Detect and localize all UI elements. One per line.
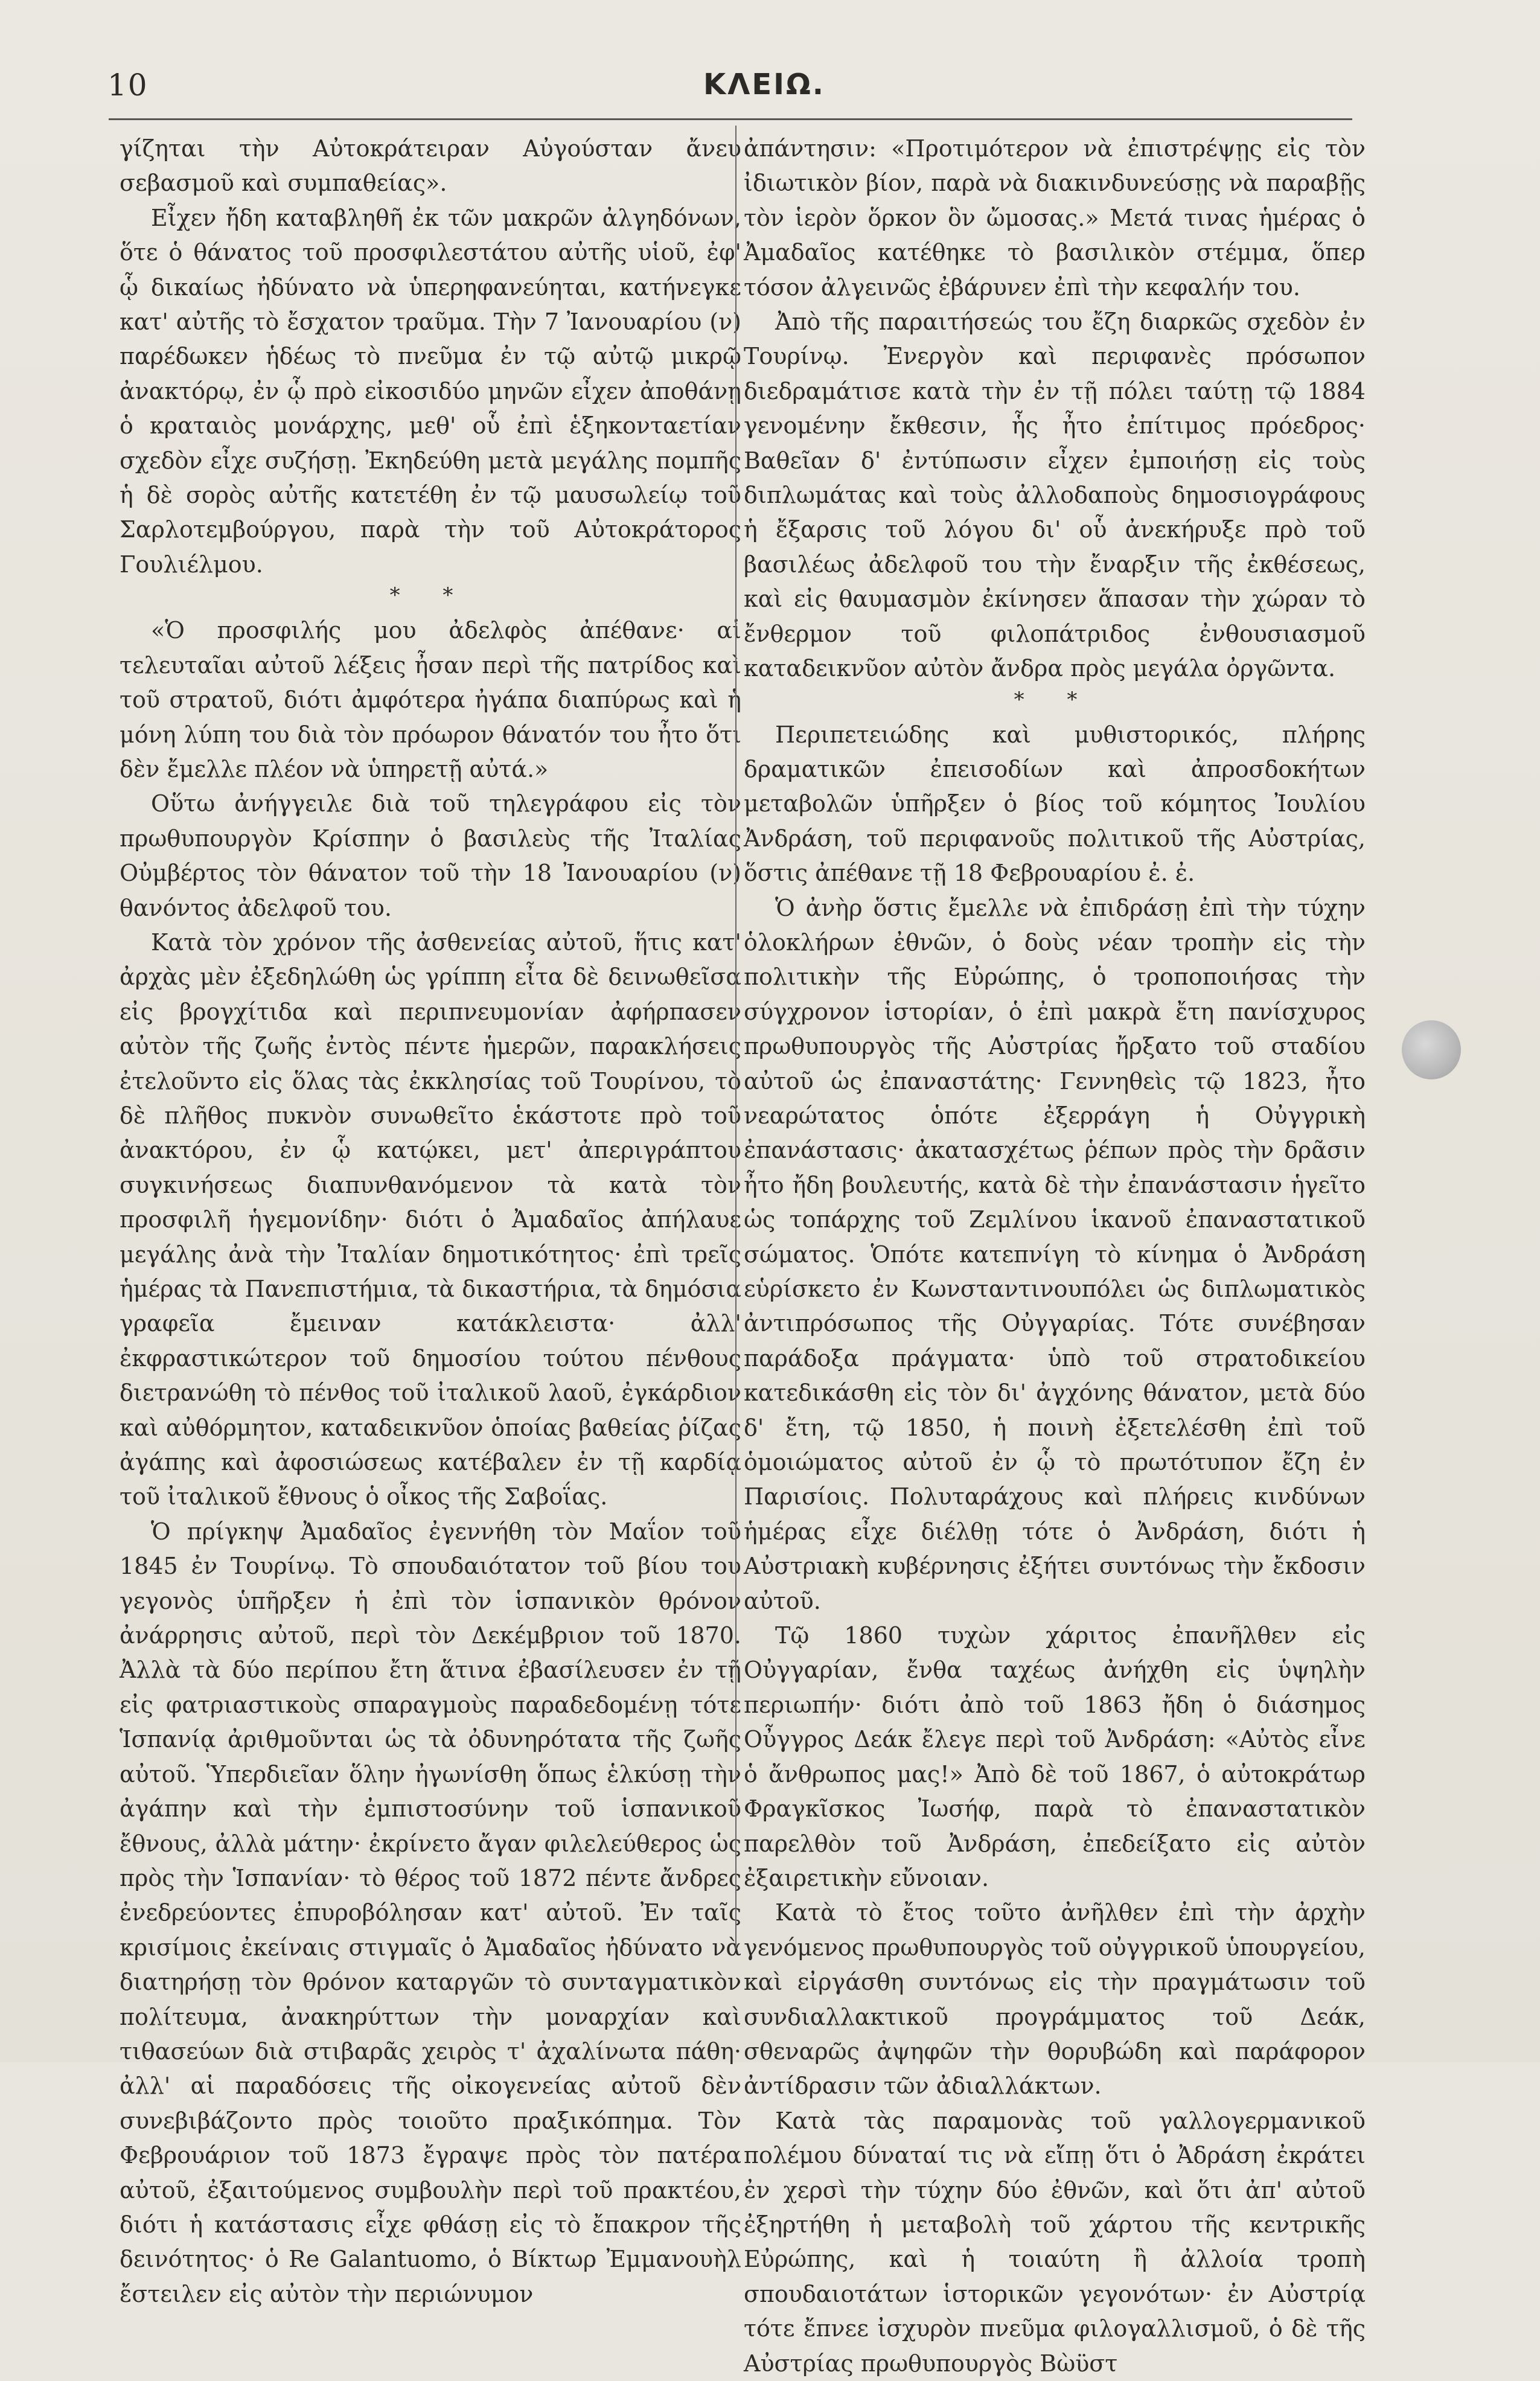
page-number: 10 bbox=[107, 68, 149, 103]
paragraph: Κατὰ τὸ ἔτος τοῦτο ἀνῆλθεν ἐπὶ τὴν ἀρχὴν γενόμενος πρωθυπουργὸς τοῦ οὐγγρικοῦ ὑπουργείου, καὶ εἰργάσθη συντόνως εἰς τὴν πραγμάτωσιν τοῦ συνδιαλλακτικοῦ προγράμματος τοῦ Δεάκ, σθεναρῶς ἀψηφῶν τὴν θορυβώδη καὶ παράφορον ἀντίδρασιν τῶν ἀδιαλλάκτων. bbox=[744, 1899, 1366, 2100]
paragraph: Περιπετειώδης καὶ μυθιστορικός, πλήρης δραματικῶν ἐπεισοδίων καὶ ἀπροσδοκήτων μεταβολῶν ὑπῆρξεν ὁ βίος τοῦ κόμητος Ἰουλίου Ἀνδράση, τοῦ περιφανοῦς πολιτικοῦ τῆς Αὐστρίας, ὅστις ἀπέθανε τῇ 18 Φεβρουαρίου ἐ. ἐ. bbox=[744, 721, 1366, 887]
paragraph: Οὕτω ἀνήγγειλε διὰ τοῦ τηλεγράφου εἰς τὸν πρωθυπουργὸν Κρίσπην ὁ βασιλεὺς τῆς Ἰταλίας Οὐμβέρτος τὸν θάνατον τοῦ τὴν 18 Ἰανουαρίου (ν) θανόντος ἀδελφοῦ του. bbox=[120, 790, 741, 921]
column-divider bbox=[735, 126, 736, 1949]
section-separator: * * bbox=[389, 583, 471, 608]
paragraph: Ὁ πρίγκηψ Ἀμαδαῖος ἐγεννήθη τὸν Μαΐον τοῦ 1845 ἐν Τουρίνῳ. Τὸ σπουδαιότατον τοῦ βίου του γεγονὸς ὑπῆρξεν ἡ ἐπὶ τὸν ἱσπανικὸν θρόνον ἀνάρρησις αὐτοῦ, περὶ τὸν Δεκέμβριον τοῦ 1870. Ἀλλὰ τὰ δύο περίπου ἔτη ἅτινα ἐβασίλευσεν ἐν τῇ εἰς φατριαστικοὺς σπαραγμοὺς παραδεδομένῃ τότε Ἱσπανίᾳ ἀριθμοῦνται ὡς τὰ ὀδυνηρότατα τῆς ζωῆς αὐτοῦ. Ὑπερδιεῖαν ὅλην ἠγωνίσθη ὅπως ἑλκύσῃ τὴν ἀγάπην καὶ τὴν ἐμπιστοσύνην τοῦ ἱσπανικοῦ ἔθνους, ἀλλὰ μάτην· ἐκρίνετο ἄγαν φιλελεύθερος ὡς πρὸς τὴν Ἱσπανίαν· τὸ θέρος τοῦ 1872 πέντε ἄνδρες ἐνεδρεύοντες ἐπυροβόλησαν κατ' αὐτοῦ. Ἐν ταῖς κρισίμοις ἐκείναις στιγμαῖς ὁ Ἀμαδαῖος ἠδύνατο νὰ διατηρήσῃ τὸν θρόνον καταργῶν τὸ συνταγματικὸν πολίτευμα, ἀνακηρύττων τὴν μοναρχίαν καὶ τιθασεύων διὰ στιβαρᾶς χειρὸς τ' ἀχαλίνωτα πάθη· ἀλλ' αἱ παραδόσεις τῆς οἰκογενείας αὐτοῦ δὲν συνεβιβάζοντο πρὸς τοιοῦτο πραξικόπημα. Τὸν Φεβρουάριον τοῦ 1873 ἔγραψε πρὸς τὸν πατέρα αὐτοῦ, ἐξαιτούμενος συμβουλὴν περὶ τοῦ πρακτέου, διότι ἡ κατάστασις εἶχε φθάσῃ εἰς τὸ ἔπακρον τῆς δεινότητος· ὁ Re Galantuomo, ὁ Βίκτωρ Ἐμμανουὴλ ἔστειλεν εἰς αὐτὸν τὴν περιώνυμον bbox=[120, 1518, 741, 2307]
left-column bbox=[120, 132, 741, 2307]
paragraph: Ὁ ἀνὴρ ὅστις ἔμελλε νὰ ἐπιδράσῃ ἐπὶ τὴν τύχην ὁλοκλήρων ἐθνῶν, ὁ δοὺς νέαν τροπὴν εἰς τὴν πολιτικὴν τῆς Εὐρώπης, ὁ τροποποιήσας τὴν σύγχρονον ἱστορίαν, ὁ ἐπὶ μακρὰ ἔτη πανίσχυρος πρωθυπουργὸς τῆς Αὐστρίας ἤρξατο τοῦ σταδίου αὐτοῦ ὡς ἐπαναστάτης· Γεννηθεὶς τῷ 1823, ἦτο νεαρώτατος ὁπότε ἐξερράγη ἡ Οὐγγρικὴ ἐπανάστασις· ἀκατασχέτως ῥέπων πρὸς τὴν δρᾶσιν ἦτο ἤδη βουλευτής, κατὰ δὲ τὴν ἐπανάστασιν ἡγεῖτο ὡς τοπάρχης τοῦ Ζεμλίνου ἱκανοῦ ἐπαναστατικοῦ σώματος. Ὁπότε κατεπνίγη τὸ κίνημα ὁ Ἀνδράση εὑρίσκετο ἐν Κωνσταντινουπόλει ὡς διπλωματικὸς ἀντιπρόσωπος τῆς Οὐγγαρίας. Τότε συνέβησαν παράδοξα πράγματα· ὑπὸ τοῦ στρατοδικείου κατεδικάσθη εἰς τὸν δι' ἀγχόνης θάνατον, μετὰ δύο δ' ἔτη, τῷ 1850, ἡ ποινὴ ἐξετελέσθη ἐπὶ τοῦ ὁμοιώματος αὐτοῦ ἐν ᾧ τὸ πρωτότυπον ἔζη ἐν Παρισίοις. Πολυταράχους καὶ πλήρεις κινδύνων ἡμέρας εἶχε διέλθῃ τότε ὁ Ἀνδράση, διότι ἡ Αὐστριακὴ κυβέρνησις ἐξήτει συντόνως τὴν ἔκδοσιν αὐτοῦ. bbox=[744, 894, 1366, 1614]
punch-hole bbox=[1402, 1020, 1461, 1079]
paragraph: Κατὰ τὸν χρόνον τῆς ἀσθενείας αὐτοῦ, ἥτις κατ' ἀρχὰς μὲν ἐξεδηλώθη ὡς γρίππη εἶτα δὲ δεινωθεῖσα εἰς βρογχίτιδα καὶ περιπνευμονίαν ἀφήρπασεν αὐτὸν τῆς ζωῆς ἐντὸς πέντε ἡμερῶν, παρακλήσεις ἐτελοῦντο εἰς ὅλας τὰς ἐκκλησίας τοῦ Τουρίνου, τὸ δὲ πλῆθος πυκνὸν συνωθεῖτο ἑκάστοτε πρὸ τοῦ ἀνακτόρου, ἐν ᾧ κατῴκει, μετ' ἀπεριγράπτου συγκινήσεως διαπυνθανόμενον τὰ κατὰ τὸν προσφιλῆ ἡγεμονίδην· διότι ὁ Ἀμαδαῖος ἀπήλαυε μεγάλης ἀνὰ τὴν Ἰταλίαν δημοτικότητος· ἐπὶ τρεῖς ἡμέρας τὰ Πανεπιστήμια, τὰ δικαστήρια, τὰ δημόσια γραφεῖα ἔμειναν κατάκλειστα· ἀλλ' ἐκφραστικώτερον τοῦ δημοσίου τούτου πένθους διετρανώθη τὸ πένθος τοῦ ἰταλικοῦ λαοῦ, ἐγκάρδιον καὶ αὐθόρμητον, καταδεικνῦον ὁποίας βαθείας ῥίζας ἀγάπης καὶ ἀφοσιώσεως κατέβαλεν ἐν τῇ καρδίᾳ τοῦ ἰταλικοῦ ἔθνους ὁ οἶκος τῆς Σαβοΐας. bbox=[120, 928, 741, 1510]
section-separator: * * bbox=[1014, 687, 1096, 712]
paragraph: Ἀπὸ τῆς παραιτήσεώς του ἔζη διαρκῶς σχεδὸν ἐν Τουρίνῳ. Ἐνεργὸν καὶ περιφανὲς πρόσωπον διεδραμάτισε κατὰ τὴν ἐν τῇ πόλει ταύτῃ τῷ 1884 γενομένην ἔκθεσιν, ἧς ἦτο ἐπίτιμος πρόεδρος· Βαθεῖαν δ' ἐντύπωσιν εἶχεν ἐμποιήσῃ εἰς τοὺς διπλωμάτας καὶ τοὺς ἀλλοδαποὺς δημοσιογράφους ἡ ἔξαρσις τοῦ λόγου δι' οὗ ἀνεκήρυξε πρὸ τοῦ βασιλέως ἀδελφοῦ του τὴν ἔναρξιν τῆς ἐκθέσεως, καὶ εἰς θαυμασμὸν ἐκίνησεν ἅπασαν τὴν χώραν τὸ ἔνθερμον τοῦ φιλοπάτριδος ἐνθουσιασμοῦ καταδεικνῦον αὐτὸν ἄνδρα πρὸς μεγάλα ὀργῶντα. bbox=[744, 308, 1366, 682]
paragraph: Τῷ 1860 τυχὼν χάριτος ἐπανῆλθεν εἰς Οὐγγαρίαν, ἔνθα ταχέως ἀνήχθη εἰς ὑψηλὴν περιωπήν· διότι ἀπὸ τοῦ 1863 ἤδη ὁ διάσημος Οὖγγρος Δεάκ ἔλεγε περὶ τοῦ Ἀνδράση: «Αὐτὸς εἶνε ὁ ἄνθρωπος μας!» Ἀπὸ δὲ τοῦ 1867, ὁ αὐτοκράτωρ Φραγκῖσκος Ἰωσήφ, παρὰ τὸ ἐπαναστατικὸν παρελθὸν τοῦ Ἀνδράση, ἐπεδείξατο εἰς αὐτὸν ἐξαιρετικὴν εὔνοιαν. bbox=[744, 1622, 1366, 1891]
paragraph: «Ὁ προσφιλής μου ἀδελφὸς ἀπέθανε· αἱ τελευταῖαι αὐτοῦ λέξεις ἦσαν περὶ τῆς πατρίδος καὶ τοῦ στρατοῦ, διότι ἀμφότερα ἠγάπα διαπύρως καὶ ἡ μόνη λύπη του διὰ τὸν πρόωρον θάνατόν του ἦτο ὅτι δὲν ἔμελλε πλέον νὰ ὑπηρετῇ αὐτά.» bbox=[120, 617, 741, 782]
paragraph: Εἶχεν ἤδη καταβληθῆ ἐκ τῶν μακρῶν ἀλγηδόνων, ὅτε ὁ θάνατος τοῦ προσφιλεστάτου αὐτῆς υἱοῦ, ἐφ' ᾧ δικαίως ἠδύνατο νὰ ὑπερηφανεύηται, κατήνεγκε κατ' αὐτῆς τὸ ἔσχατον τραῦμα. Τὴν 7 Ἰανουαρίου (ν) παρέδωκεν ἡδέως τὸ πνεῦμα ἐν τῷ αὐτῷ μικρῷ ἀνακτόρῳ, ἐν ᾧ πρὸ εἰκοσιδύο μηνῶν εἶχεν ἀποθάνῃ ὁ κραταιὸς μονάρχης, μεθ' οὗ ἐπὶ ἑξηκονταετίαν σχεδὸν εἶχε συζήσῃ. Ἐκηδεύθη μετὰ μεγάλης πομπῆς ἡ δὲ σορὸς αὐτῆς κατετέθη ἐν τῷ μαυσωλείῳ τοῦ Σαρλοτεμβούργου, παρὰ τὴν τοῦ Αὐτοκράτορος Γουλιέλμου. bbox=[120, 204, 741, 578]
right-column bbox=[744, 132, 1366, 2377]
header-rule bbox=[109, 118, 1352, 120]
paragraph: γίζηται τὴν Αὐτοκράτειραν Αὐγούσταν ἄνευ σεβασμοῦ καὶ συμπαθείας». bbox=[120, 135, 741, 197]
running-title: ΚΛΕΙΩ. bbox=[703, 68, 826, 101]
paragraph: Κατὰ τὰς παραμονὰς τοῦ γαλλογερμανικοῦ πολέμου δύναταί τις νὰ εἴπῃ ὅτι ὁ Ἀδράση ἐκράτει ἐν χερσὶ τὴν τύχην δύο ἐθνῶν, καὶ ὅτι ἀπ' αὐτοῦ ἐξηρτήθη ἡ μεταβολὴ τοῦ χάρτου τῆς κεντρικῆς Εὐρώπης, καὶ ἡ τοιαύτη ἢ ἀλλοία τροπὴ σπουδαιοτάτων ἱστορικῶν γεγονότων· ἐν Αὐστρίᾳ τότε ἔπνεε ἰσχυρὸν πνεῦμα φιλογαλλισμοῦ, ὁ δὲ τῆς Αὐστρίας πρωθυπουργὸς Βὼϋστ bbox=[744, 2107, 1366, 2377]
paragraph: ἀπάντησιν: «Προτιμότερον νὰ ἐπιστρέψῃς εἰς τὸν ἰδιωτικὸν βίον, παρὰ νὰ διακινδυνεύσῃς νὰ παραβῇς τὸν ἱερὸν ὅρκον ὃν ὤμοσας.» Μετά τινας ἡμέρας ὁ Ἀμαδαῖος κατέθηκε τὸ βασιλικὸν στέμμα, ὅπερ τόσον ἀλγεινῶς ἐβάρυνεν ἐπὶ τὴν κεφαλήν του. bbox=[744, 135, 1366, 301]
